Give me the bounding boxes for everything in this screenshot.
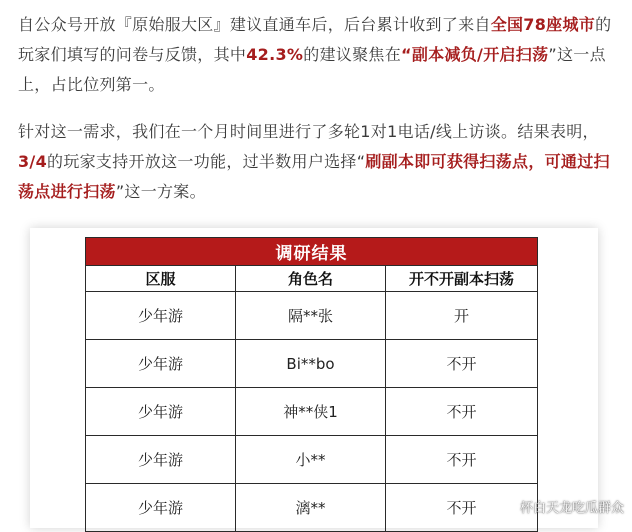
intro-text-2: 的玩家们填写的问卷与反馈，其中 (18, 15, 612, 64)
cell-server: 少年游 (86, 292, 236, 340)
result-text-3: ”这一方案。 (115, 182, 206, 201)
cell-sweep: 开 (386, 292, 538, 340)
cell-sweep: 不开 (386, 484, 538, 532)
cell-sweep: 不开 (386, 388, 538, 436)
cell-server: 少年游 (86, 484, 236, 532)
table-row (86, 436, 538, 484)
cell-server: 少年游 (86, 388, 236, 436)
table-row (86, 292, 538, 340)
intro-paragraph (18, 10, 618, 100)
table-row (86, 484, 538, 532)
survey-results-card (30, 228, 598, 528)
table-header-row (86, 266, 538, 292)
cell-sweep: 不开 (386, 340, 538, 388)
highlight-suggestion: “副本减负/开启扫荡 (401, 45, 549, 64)
result-text-1: 针对这一需求，我们在一个月时间里进行了多轮1对1电话/线上访谈。结果表明， (18, 122, 599, 141)
result-paragraph (18, 117, 618, 207)
intro-text-3: 的建议聚焦在 (303, 45, 402, 64)
result-text-2: 的玩家支持开放这一功能，过半数用户选择“ (47, 152, 366, 171)
column-header-character: 角色名 (236, 266, 386, 292)
column-header-server: 区服 (86, 266, 236, 292)
highlight-percentage: 42.3% (246, 45, 304, 64)
intro-text-4: ”这一点上，占比位列第一。 (18, 45, 606, 94)
cell-character: 漓** (236, 484, 386, 532)
cell-character: Bi**bo (236, 340, 386, 388)
highlight-solution: 刷副本即可获得扫荡点，可通过扫荡点进行扫荡 (18, 152, 610, 201)
cell-character: 神**侠1 (236, 388, 386, 436)
intro-text-1: 自公众号开放『原始服大区』建议直通车后，后台累计收到了来自 (18, 15, 491, 34)
cell-sweep: 不开 (386, 436, 538, 484)
watermark: 杯白天龙吃瓜群众 (519, 501, 624, 516)
highlight-city-count: 全国78座城市 (490, 15, 596, 34)
cell-character: 隔**张 (236, 292, 386, 340)
highlight-fraction: 3/4 (18, 152, 48, 171)
cell-server: 少年游 (86, 340, 236, 388)
table-row (86, 388, 538, 436)
column-header-sweep: 开不开副本扫荡 (386, 266, 538, 292)
table-row (86, 340, 538, 388)
cell-character: 小** (236, 436, 386, 484)
survey-results-table (85, 237, 538, 532)
table-title: 调研结果 (86, 238, 538, 266)
cell-server: 少年游 (86, 436, 236, 484)
